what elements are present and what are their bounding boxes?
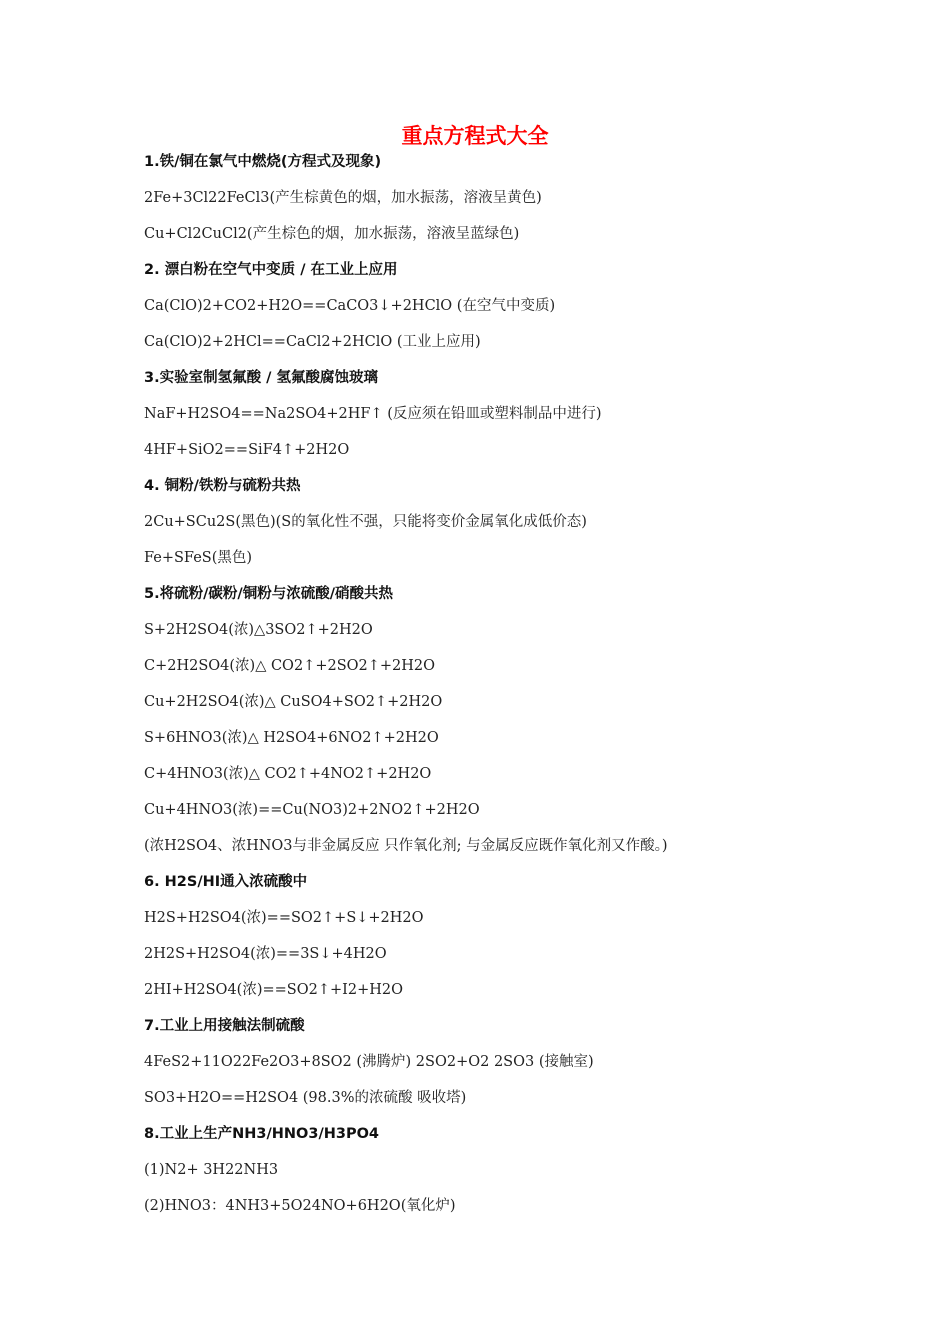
section-heading: 2. 漂白粉在空气中变质 / 在工业上应用 — [144, 262, 398, 278]
equation-line: S+2H2SO4(浓)△3SO2↑+2H2O — [144, 622, 373, 638]
document-body — [144, 150, 924, 1230]
equation-line: H2S+H2SO4(浓)==SO2↑+S↓+2H2O — [144, 910, 424, 926]
equation-line: 2Cu+SCu2S(黑色)(S的氧化性不强，只能将变价金属氧化成低价态) — [144, 514, 587, 530]
equation-line: Cu+Cl2CuCl2(产生棕色的烟，加水振荡，溶液呈蓝绿色) — [144, 226, 520, 242]
equation-line: (浓H2SO4、浓HNO3与非金属反应 只作氧化剂; 与金属反应既作氧化剂又作酸。) — [144, 838, 668, 854]
equation-line: C+2H2SO4(浓)△ CO2↑+2SO2↑+2H2O — [144, 658, 436, 674]
equation-line: C+4HNO3(浓)△ CO2↑+4NO2↑+2H2O — [144, 766, 432, 782]
equation-line: 2Fe+3Cl22FeCl3(产生棕黄色的烟，加水振荡，溶液呈黄色) — [144, 190, 542, 206]
equation-line: 4FeS2+11O22Fe2O3+8SO2 (沸腾炉) 2SO2+O2 2SO3 (接触室) — [144, 1054, 594, 1070]
section-heading: 6. H2S/HI通入浓硫酸中 — [144, 874, 308, 890]
equation-line: NaF+H2SO4==Na2SO4+2HF↑ (反应须在铅皿或塑料制品中进行) — [144, 406, 602, 422]
equation-line: (1)N2+ 3H22NH3 — [144, 1162, 279, 1178]
equation-line: 2HI+H2SO4(浓)==SO2↑+I2+H2O — [144, 982, 403, 998]
equation-line: S+6HNO3(浓)△ H2SO4+6NO2↑+2H2O — [144, 730, 439, 746]
equation-line: 4HF+SiO2==SiF4↑+2H2O — [144, 442, 350, 458]
equation-line: Fe+SFeS(黑色) — [144, 550, 253, 566]
equation-line: (2)HNO3：4NH3+5O24NO+6H2O(氧化炉) — [144, 1198, 456, 1214]
section-heading: 1.铁/铜在氯气中燃烧(方程式及现象) — [144, 154, 382, 170]
equation-line: Cu+2H2SO4(浓)△ CuSO4+SO2↑+2H2O — [144, 694, 443, 710]
section-heading: 3.实验室制氢氟酸 / 氢氟酸腐蚀玻璃 — [144, 370, 378, 386]
equation-line: Ca(ClO)2+2HCl==CaCl2+2HClO (工业上应用) — [144, 334, 481, 350]
section-heading: 5.将硫粉/碳粉/铜粉与浓硫酸/硝酸共热 — [144, 586, 393, 602]
equation-line: 2H2S+H2SO4(浓)==3S↓+4H2O — [144, 946, 387, 962]
section-heading: 4. 铜粉/铁粉与硫粉共热 — [144, 478, 301, 494]
equation-line: Cu+4HNO3(浓)==Cu(NO3)2+2NO2↑+2H2O — [144, 802, 480, 818]
equation-line: Ca(ClO)2+CO2+H2O==CaCO3↓+2HClO (在空气中变质) — [144, 298, 556, 314]
document-title: 重点方程式大全 — [401, 123, 549, 148]
equation-line: SO3+H2O==H2SO4 (98.3%的浓硫酸 吸收塔) — [144, 1090, 467, 1106]
section-heading: 8.工业上生产NH3/HNO3/H3PO4 — [144, 1126, 380, 1142]
section-heading: 7.工业上用接触法制硫酸 — [144, 1018, 305, 1034]
